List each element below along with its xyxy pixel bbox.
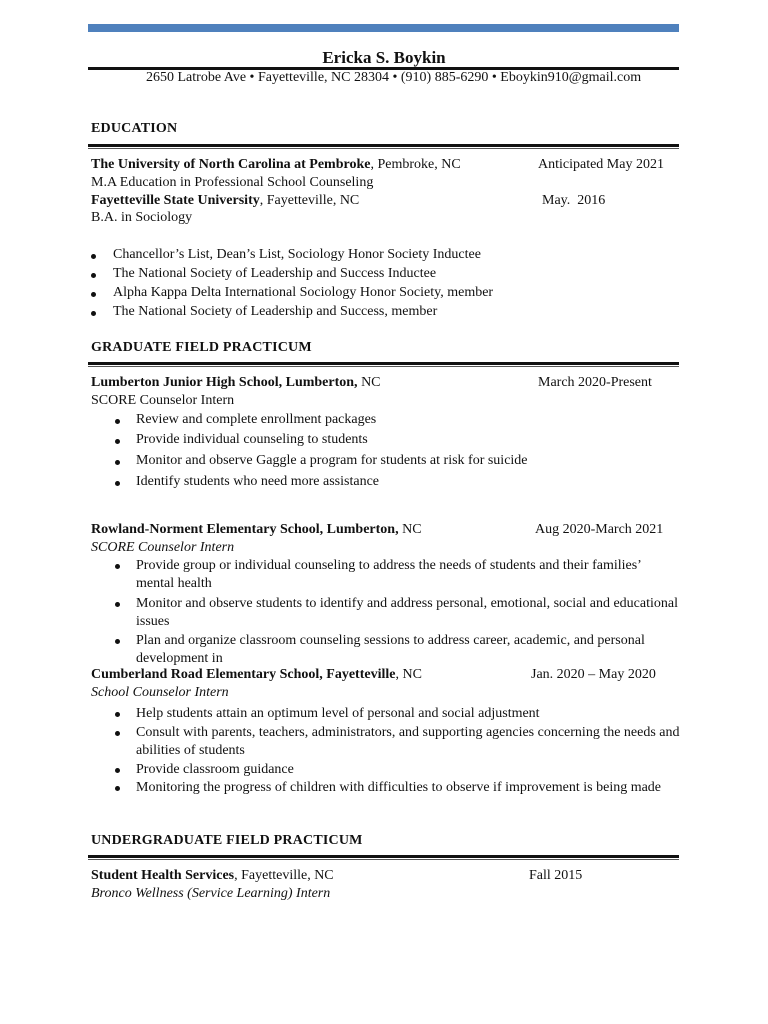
bullet-icon [115,439,120,444]
bullet-icon [91,273,96,278]
graduate-job-1-org [91,375,381,391]
graduate-job-1-date: March 2020-Present [538,375,652,390]
bullet-icon [115,564,120,569]
org-name: Student Health Services [91,868,235,883]
graduate-job-3-role: School Counselor Intern [91,685,229,700]
duty-item: Monitor and observe students to identify and address personal, emotional, social and educational issues [136,596,678,629]
duty-item: Monitoring the progress of children with difficulties to observe if improvement is being made [136,780,662,795]
bullet-icon [115,419,120,424]
school-location: , Pembroke, NC [370,157,461,172]
duty-item: Monitor and observe Gaggle a program for students at risk for suicide [136,453,528,468]
undergraduate-rule [88,855,679,858]
org-name: Rowland-Norment Elementary School, Lumberton, [91,522,399,537]
education-date-1: Anticipated May 2021 [538,157,664,172]
education-rule-thin [88,148,679,149]
bullet-icon [91,292,96,297]
school-location: , Fayetteville, NC [259,193,360,208]
honor-item: The National Society of Leadership and Success Inductee [113,266,437,281]
bullet-icon [115,712,120,717]
graduate-job-2-org [91,522,422,538]
undergraduate-job-1-date: Fall 2015 [529,868,583,883]
bullet-icon [115,786,120,791]
duty-item: Provide individual counseling to students [136,432,368,447]
bullet-icon [115,460,120,465]
section-undergraduate-title: UNDERGRADUATE FIELD PRACTICUM [91,833,363,848]
bullet-icon [115,731,120,736]
graduate-job-3-org [91,667,422,683]
education-degree-2: B.A. in Sociology [91,210,193,225]
resume-name: Ericka S. Boykin [322,48,446,67]
graduate-rule-thin [88,366,679,367]
org-location: NC [398,522,422,537]
graduate-job-2-date: Aug 2020-March 2021 [535,522,664,537]
section-education-title: EDUCATION [91,121,178,136]
school-name: The University of North Carolina at Pembroke [91,157,371,172]
school-name: Fayetteville State University [91,193,260,208]
honor-item: Chancellor’s List, Dean’s List, Sociology Honor Society Inductee [113,247,481,262]
section-graduate-title: GRADUATE FIELD PRACTICUM [91,340,312,355]
org-location: , NC [395,667,422,682]
graduate-job-1-role: SCORE Counselor Intern [91,393,235,408]
graduate-job-3-date: Jan. 2020 – May 2020 [531,667,656,682]
bullet-icon [115,481,120,486]
duty-item: Consult with parents, teachers, administrators, and supporting agencies concerning the needs and abilities of students [136,725,680,758]
org-name: Lumberton Junior High School, Lumberton, [91,375,358,390]
honor-item: Alpha Kappa Delta International Sociology Honor Society, member [113,285,494,300]
duty-item: Provide group or individual counseling to address the needs of students and their families’ mental health [136,558,641,591]
undergraduate-rule-thin [88,859,679,860]
bullet-icon [115,768,120,773]
bullet-icon [115,639,120,644]
education-rule [88,144,679,147]
header-accent-bar [88,24,679,32]
org-location: NC [357,375,381,390]
graduate-job-2-role: SCORE Counselor Intern [91,540,235,555]
org-location: , Fayetteville, NC [234,868,334,883]
bullet-icon [91,254,96,259]
undergraduate-job-1-org [91,868,334,884]
duty-item: Help students attain an optimum level of personal and social adjustment [136,706,540,721]
education-date-2: May. 2016 [542,193,606,208]
education-school-1 [91,157,461,173]
duty-item: Plan and organize classroom counseling sessions to address career, academic, and personal development in [136,633,645,666]
bullet-icon [91,311,96,316]
bullet-icon [115,602,120,607]
education-school-2 [91,193,359,209]
undergraduate-job-1-role: Bronco Wellness (Service Learning) Intern [91,886,331,901]
duty-item: Provide classroom guidance [136,762,294,777]
graduate-rule [88,362,679,365]
education-degree-1: M.A Education in Professional School Counseling [91,175,374,190]
honor-item: The National Society of Leadership and Success, member [113,304,438,319]
duty-item: Identify students who need more assistance [136,474,379,489]
org-name: Cumberland Road Elementary School, Fayetteville [91,667,396,682]
contact-info: 2650 Latrobe Ave • Fayetteville, NC 28304 • (910) 885-6290 • Eboykin910@gmail.com [146,70,642,85]
duty-item: Review and complete enrollment packages [136,412,377,427]
